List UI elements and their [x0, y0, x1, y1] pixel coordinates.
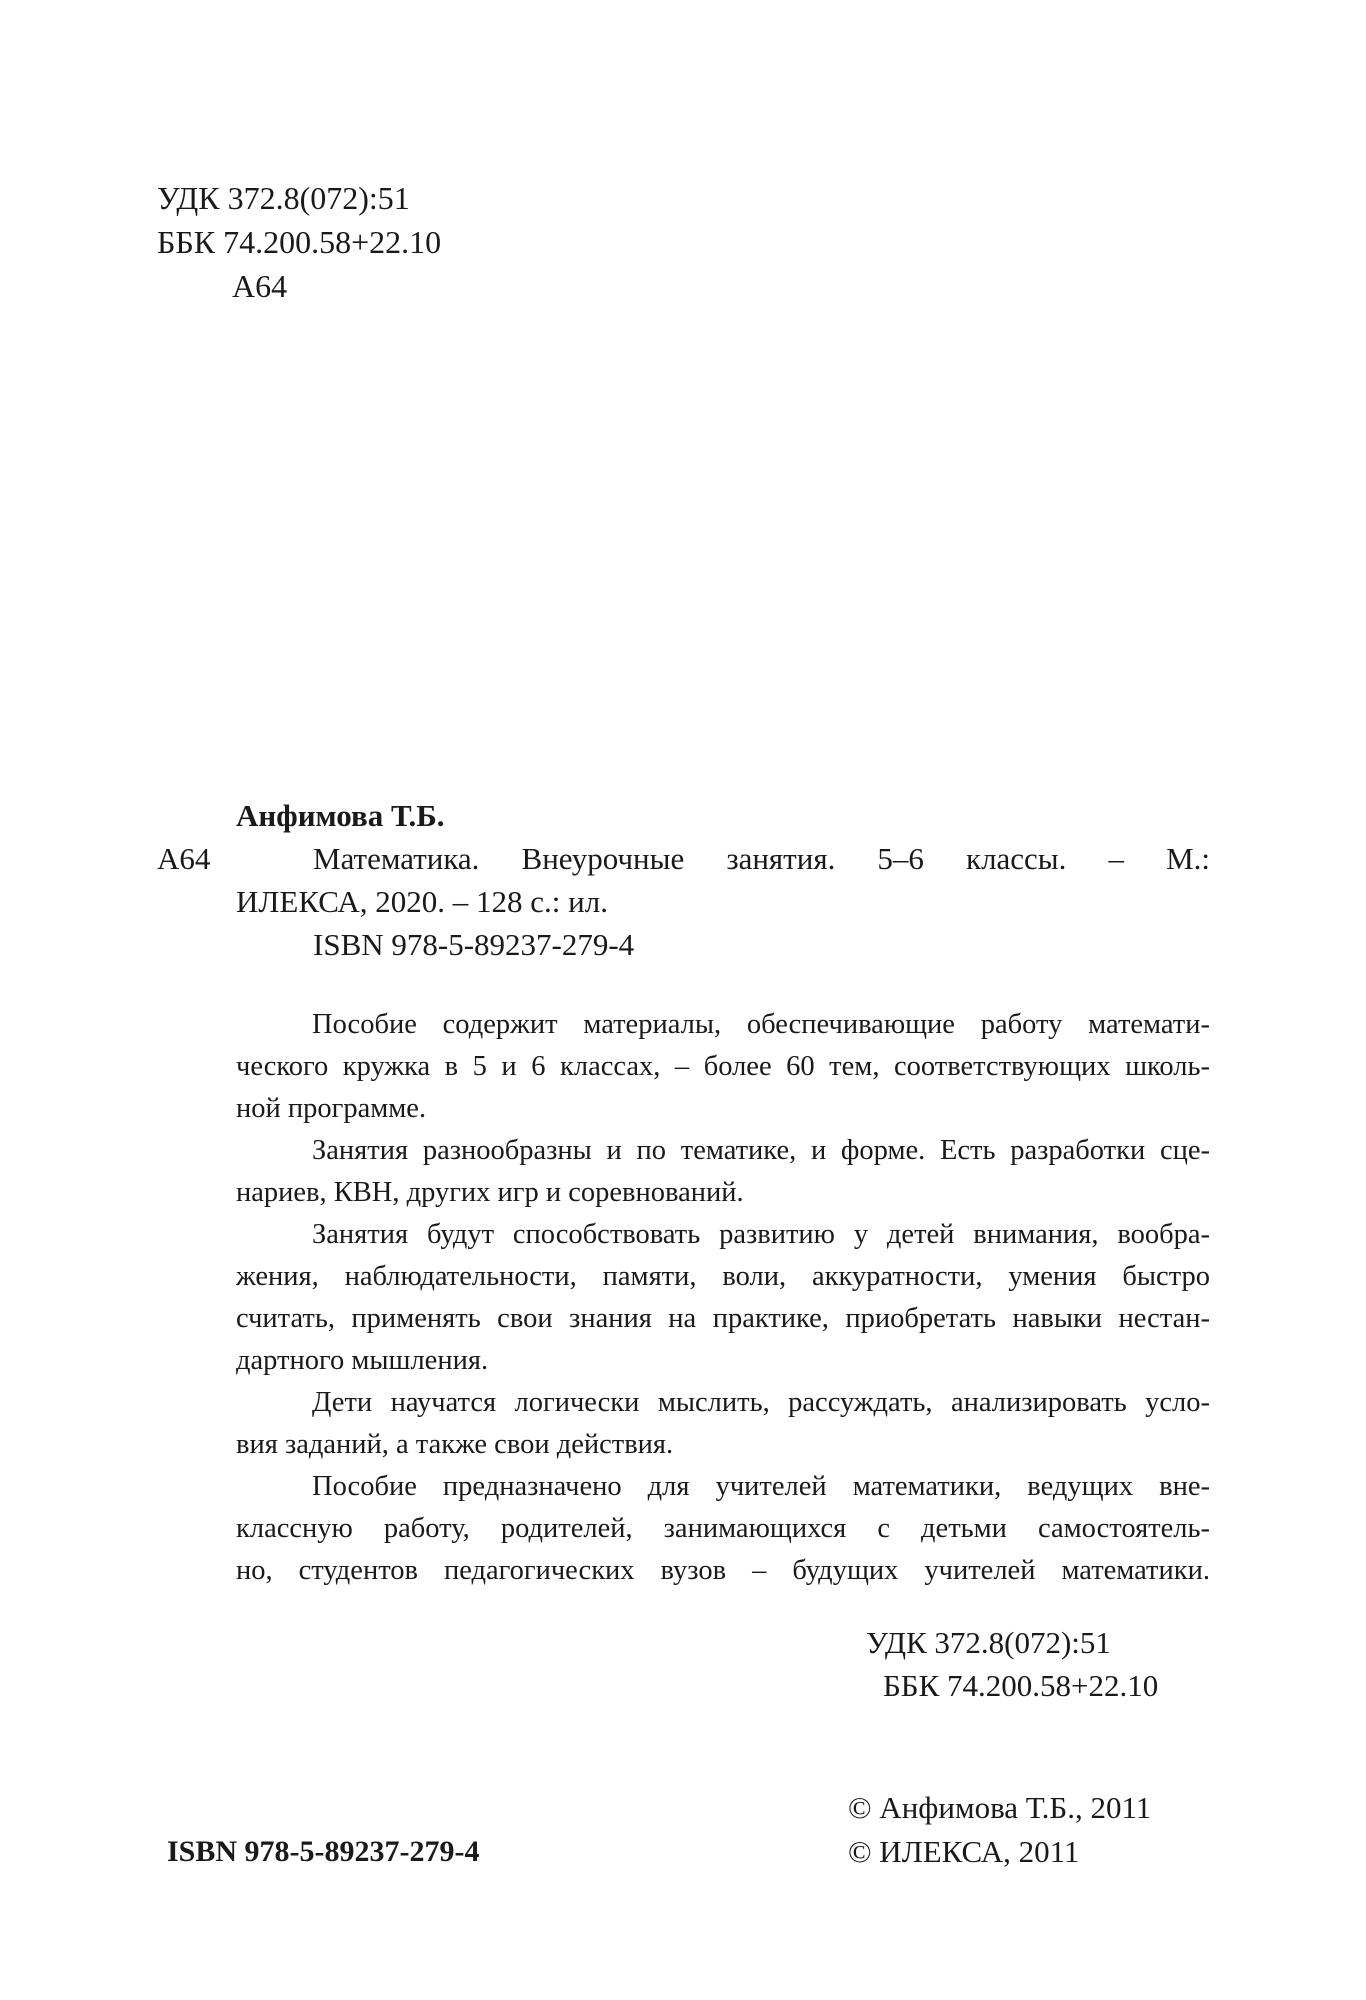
card-author-sign: А64: [157, 841, 211, 876]
copyright-author: © Анфимова Т.Б., 2011: [848, 1790, 1152, 1825]
header-author-sign: А64: [232, 268, 288, 304]
card-publisher-line: ИЛЕКСА, 2020. – 128 с.: ил.: [236, 884, 608, 919]
copyright-publisher: © ИЛЕКСА, 2011: [848, 1834, 1080, 1869]
annotation-line: жения, наблюдательности, памяти, воли, аккуратности, умения быстро: [236, 1261, 1210, 1292]
annotation-line: Занятия будут способствовать развитию у детей внимания, вообра-: [312, 1219, 1210, 1250]
annotation-line: Пособие содержит материалы, обеспечивающие работу математи-: [312, 1009, 1210, 1040]
annotation-line: ческого кружка в 5 и 6 классах, – более 60 тем, соответствующих школь-: [236, 1051, 1210, 1082]
annotation-line: нариев, КВН, других игр и соревнований.: [236, 1177, 744, 1208]
annotation-line: Дети научатся логически мыслить, рассуждать, анализировать усло-: [312, 1387, 1210, 1418]
annotation-line: ной программе.: [236, 1093, 427, 1124]
card-isbn: ISBN 978-5-89237-279-4: [313, 927, 635, 962]
annotation-line: Пособие предназначено для учителей математики, ведущих вне-: [312, 1471, 1210, 1502]
annotation-line: вия заданий, а также свои действия.: [236, 1429, 674, 1460]
footer-udk: УДК 372.8(072):51: [866, 1625, 1111, 1660]
annotation-line: Занятия разнообразны и по тематике, и форме. Есть разработки сце-: [312, 1135, 1210, 1166]
annotation-line: классную работу, родителей, занимающихся с детьми самостоятель-: [236, 1513, 1210, 1544]
card-title-line: Математика. Внеурочные занятия. 5–6 классы. – М.:: [313, 841, 1210, 876]
bottom-isbn: ISBN 978-5-89237-279-4: [167, 1835, 480, 1868]
header-udk: УДК 372.8(072):51: [157, 180, 410, 216]
annotation-line: дартного мышления.: [236, 1345, 489, 1376]
annotation-line: считать, применять свои знания на практике, приобретать навыки нестан-: [236, 1303, 1210, 1334]
annotation-line: но, студентов педагогических вузов – будущих учителей математики.: [236, 1555, 1210, 1586]
footer-bbk: ББК 74.200.58+22.10: [883, 1668, 1159, 1703]
header-bbk: ББК 74.200.58+22.10: [157, 224, 442, 260]
card-author: Анфимова Т.Б.: [236, 798, 445, 833]
